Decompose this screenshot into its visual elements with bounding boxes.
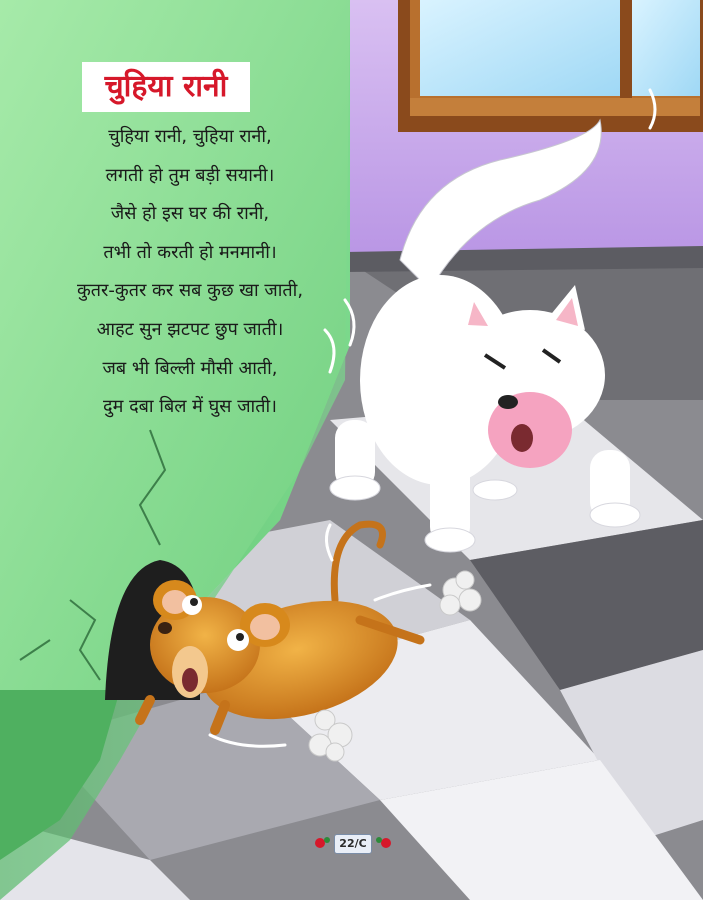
poem-title-box xyxy=(82,62,250,112)
poem-line: जैसे हो इस घर की रानी, xyxy=(110,203,270,225)
poem-line: जब भी बिल्ली मौसी आती, xyxy=(102,357,278,379)
window xyxy=(398,0,703,132)
poem-line: कुतर-कुतर कर सब कुछ खा जाती, xyxy=(76,280,304,302)
poem-line: दुम दबा बिल में घुस जाती। xyxy=(103,396,277,418)
poem-line: चुहिया रानी, चुहिया रानी, xyxy=(108,126,272,147)
poem-line: आहट सुन झटपट छुप जाती। xyxy=(96,318,284,340)
poem-body xyxy=(30,118,350,427)
poem-line: लगती हो तुम बड़ी सयानी। xyxy=(105,164,275,186)
page-number: 22/C xyxy=(334,834,372,854)
poem-title: चुहिया रानी xyxy=(104,69,228,104)
poem-line: तभी तो करती हो मनमानी। xyxy=(103,241,277,263)
